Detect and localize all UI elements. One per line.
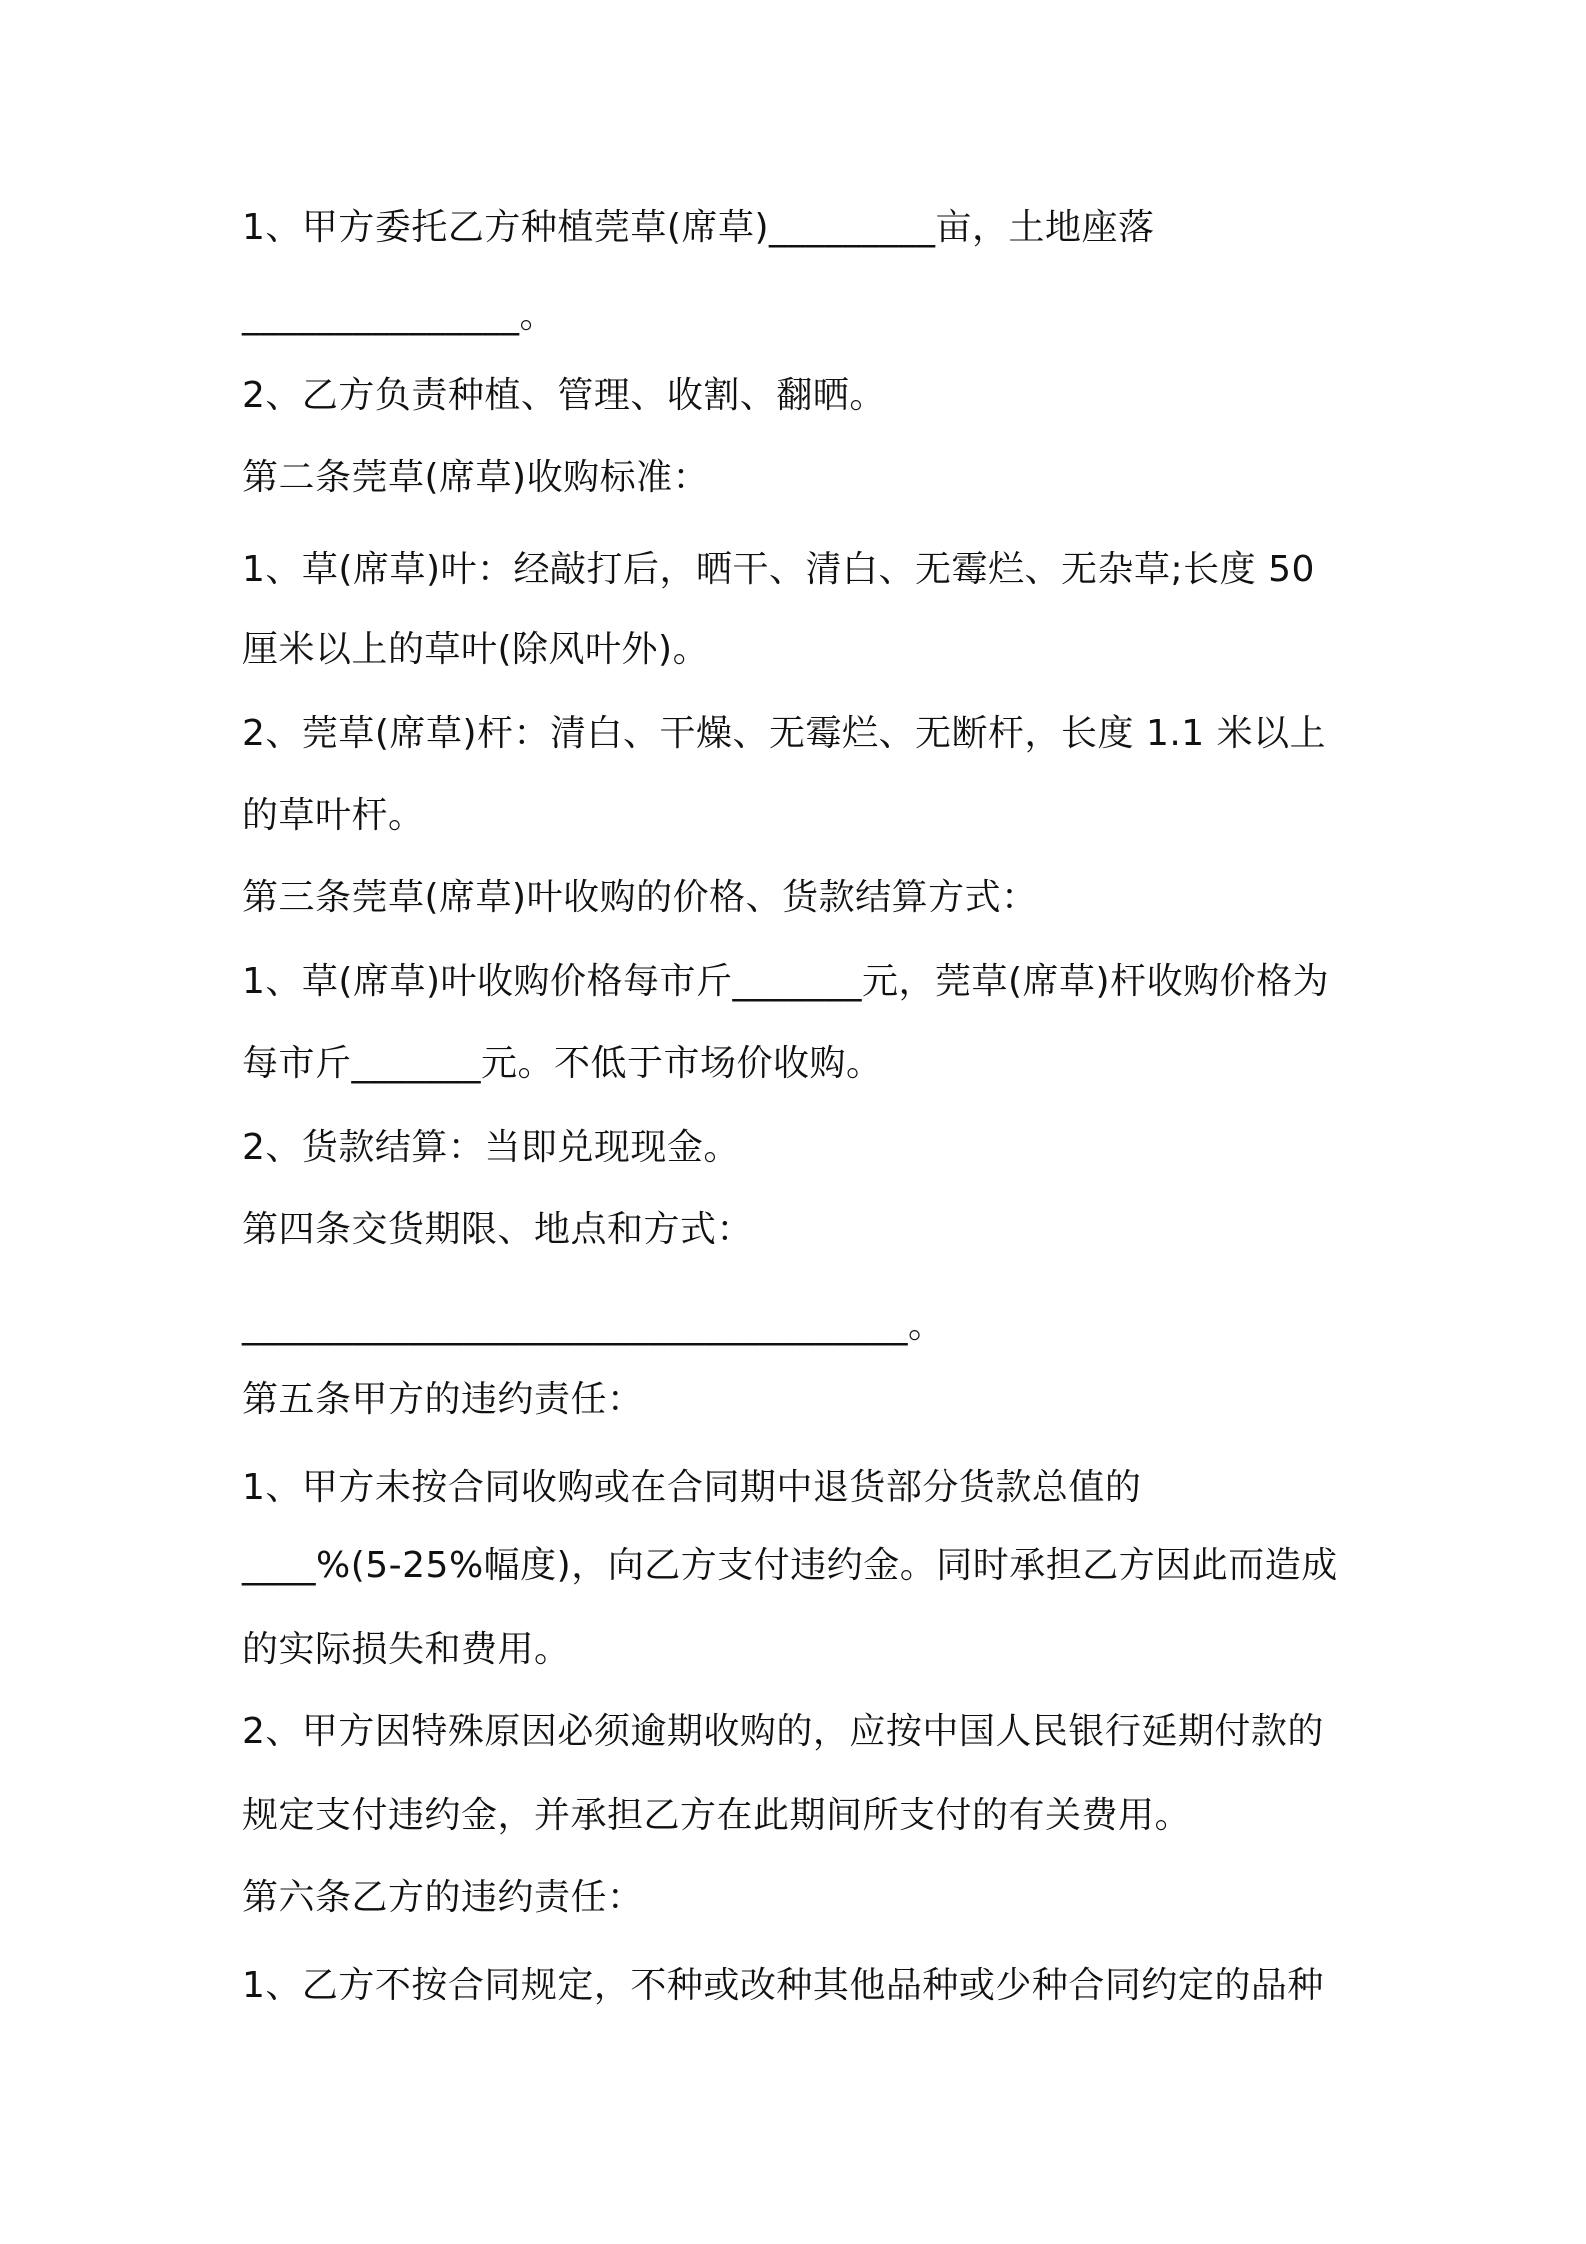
delivery-terms-blank: ____________________________________。 <box>242 1305 945 1346</box>
article-5-item-1-line-1: 1、甲方未按合同收购或在合同期中退货部分货款总值的 <box>242 1467 1142 1508</box>
article-3-item-1-line-2: 每市斤_______元。不低于市场价收购。 <box>242 1043 883 1084</box>
article-5-item-2-line-1: 2、甲方因特殊原因必须逾期收购的，应按中国人民银行延期付款的 <box>242 1711 1324 1752</box>
article-2-item-2-line-1: 2、莞草(席草)杆：清白、干燥、无霉烂、无断杆，长度 1.1 米以上 <box>242 713 1327 754</box>
article-5-item-1-line-2: ____%(5-25%幅度)，向乙方支付违约金。同时承担乙方因此而造成 <box>242 1545 1338 1586</box>
article-6-item-1-line-1: 1、乙方不按合同规定，不种或改种其他品种或少种合同约定的品种 <box>242 1965 1324 2006</box>
article-2-item-1-line-2: 厘米以上的草叶(除风叶外)。 <box>242 629 710 670</box>
article-6-heading: 第六条乙方的违约责任： <box>242 1877 644 1918</box>
article-5-heading: 第五条甲方的违约责任： <box>242 1379 644 1420</box>
article-2-item-2-line-2: 的草叶杆。 <box>242 795 425 836</box>
article-2-heading: 第二条莞草(席草)收购标准： <box>242 457 710 498</box>
land-location-blank: _______________。 <box>242 295 556 336</box>
article-2-item-1-line-1: 1、草(席草)叶：经敲打后，晒干、清白、无霉烂、无杂草;长度 50 <box>242 549 1315 590</box>
article-5-item-1-line-3: 的实际损失和费用。 <box>242 1629 571 1670</box>
article-3-item-2: 2、货款结算：当即兑现现金。 <box>242 1127 740 1168</box>
article-4-heading: 第四条交货期限、地点和方式： <box>242 1209 754 1250</box>
article-3-heading: 第三条莞草(席草)叶收购的价格、货款结算方式： <box>242 877 1038 918</box>
clause-1-1-text: 1、甲方委托乙方种植莞草(席草)_________亩，土地座落 <box>242 207 1155 248</box>
article-5-item-2-line-2: 规定支付违约金，并承担乙方在此期间所支付的有关费用。 <box>242 1795 1192 1836</box>
article-3-item-1-line-1: 1、草(席草)叶收购价格每市斤_______元，莞草(席草)杆收购价格为 <box>242 961 1330 1002</box>
clause-1-2-text: 2、乙方负责种植、管理、收割、翻晒。 <box>242 375 886 416</box>
